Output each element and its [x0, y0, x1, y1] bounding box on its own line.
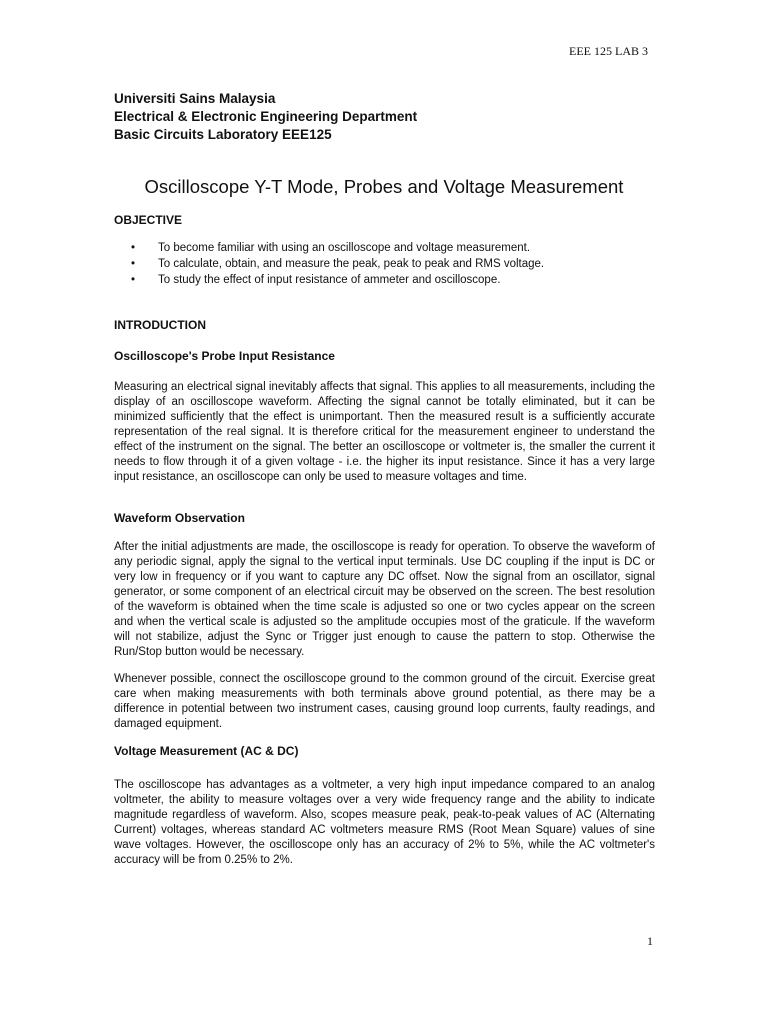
probe-resistance-heading: Oscilloscope's Probe Input Resistance	[114, 349, 335, 363]
voltage-measurement-heading: Voltage Measurement (AC & DC)	[114, 744, 299, 758]
objective-item: • To become familiar with using an oscilloscope and voltage measurement.	[131, 242, 531, 254]
objective-list	[114, 240, 544, 288]
bullet-icon: •	[131, 274, 136, 286]
header-lab-tag: EEE 125 LAB 3	[569, 44, 648, 58]
page-number: 1	[647, 934, 653, 948]
bullet-icon: •	[131, 242, 136, 254]
institution-block	[114, 90, 417, 144]
bullet-icon: •	[131, 258, 136, 270]
probe-resistance-paragraph: Measuring an electrical signal inevitably affects that signal. This applies to all measurements, including the display of an oscilloscope waveform. Affecting the signal cannot be totally eliminated, but it can be minimized sufficiently that the effect is unimportant. Then the measured result is a sufficiently accurate representation of the real signal. It is therefore critical for the measurement engineer to understand the effect of the instrument on the signal. The better an oscilloscope or voltmeter is, the smaller the current it needs to flow through it of a given voltage - i.e. the higher its input resistance. Since it has a very large input resistance, an oscilloscope can only be used to measure voltages and time.	[114, 381, 655, 483]
objective-heading: OBJECTIVE	[114, 213, 183, 227]
department-name: Electrical & Electronic Engineering Department	[114, 109, 418, 124]
objective-item: • To study the effect of input resistance of ammeter and oscilloscope.	[131, 274, 501, 286]
objective-item: • To calculate, obtain, and measure the peak, peak to peak and RMS voltage.	[131, 258, 545, 270]
waveform-paragraph-1: After the initial adjustments are made, the oscilloscope is ready for operation. To observe the waveform of any periodic signal, apply the signal to the vertical input terminals. Use DC coupling if the input is DC or very low in frequency or if you want to capture any DC offset. Now the signal from an oscillator, signal generator, or some component of an electrical circuit may be observed on the screen. The best resolution of the waveform is obtained when the time scale is adjusted so one or two cycles appear on the screen and when the vertical scale is adjusted so the amplitude occupies most of the graticule. If the waveform will not stabilize, adjust the Sync or Trigger just enough to cause the pattern to stop. Otherwise the Run/Stop button would be necessary.	[114, 541, 655, 658]
voltage-measurement-paragraph: The oscilloscope has advantages as a voltmeter, a very high input impedance compared to an analog voltmeter, the ability to measure voltages over a very wide frequency range and the ability to indicate magnitude regardless of waveform. Also, scopes measure peak, peak-to-peak values of AC (Alternating Current) voltages, whereas standard AC voltmeters measure RMS (Root Mean Square) values of sine wave voltages. However, the oscilloscope only has an accuracy of 2% to 5%, while the AC voltmeter's accuracy will be from 0.25% to 2%.	[114, 779, 655, 866]
waveform-observation-heading: Waveform Observation	[114, 511, 245, 525]
laboratory-name: Basic Circuits Laboratory EEE125	[114, 127, 332, 142]
institution-name: Universiti Sains Malaysia	[114, 91, 276, 106]
document-title: Oscilloscope Y-T Mode, Probes and Voltage Measurement	[144, 176, 624, 197]
waveform-paragraph-2: Whenever possible, connect the oscilloscope ground to the common ground of the circuit. Exercise great care when making measurements with both terminals above ground potential, as there may be a difference in potential between two instrument cases, causing ground loop currents, faulty readings, and damaged equipment.	[114, 673, 655, 730]
introduction-heading: INTRODUCTION	[114, 318, 206, 332]
